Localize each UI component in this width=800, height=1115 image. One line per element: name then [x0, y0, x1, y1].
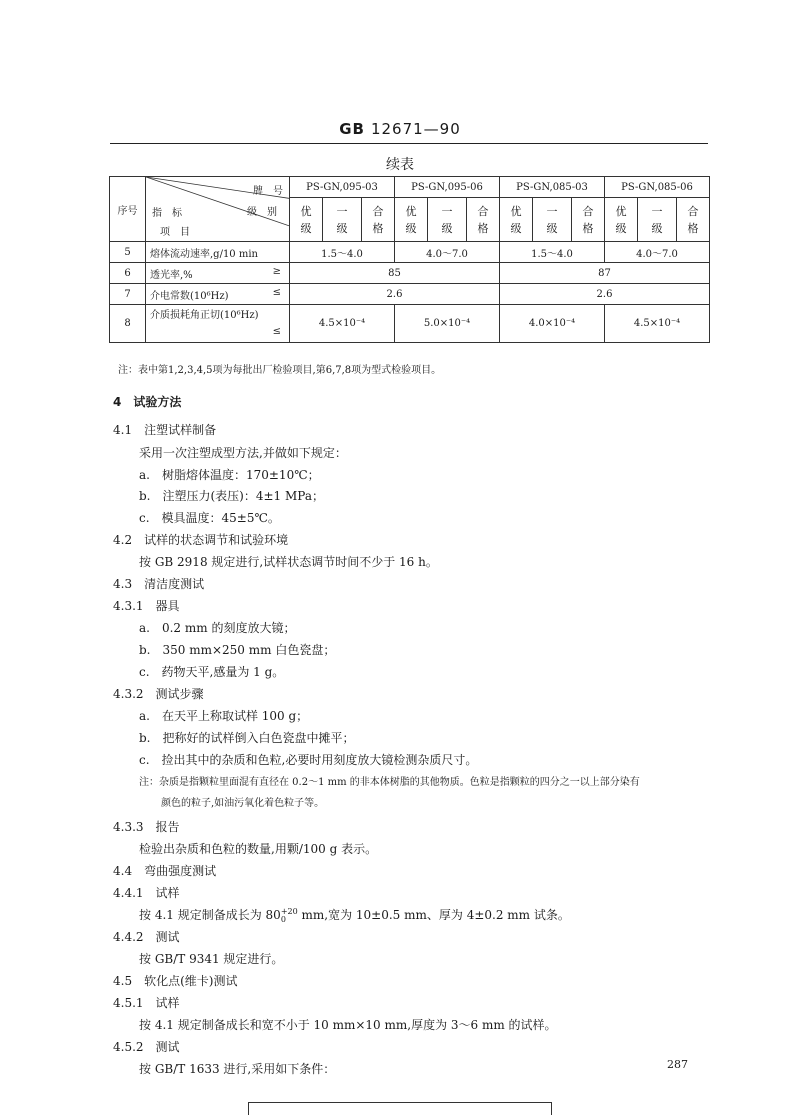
- row-operator: ≥: [272, 265, 281, 277]
- grade-char: 优: [615, 204, 627, 218]
- row-value: 4.0×10⁻⁴: [500, 305, 605, 343]
- row-item: 透光率,%: [150, 269, 193, 281]
- diagonal-header-cell: [146, 177, 290, 242]
- grade-char: 级: [651, 221, 663, 235]
- grade-char: 格: [582, 221, 594, 235]
- note-line: 注：杂质是指颗粒里面混有直径在 0.2～1 mm 的非本体树脂的其他物质。色粒是指颗粒的四分之一以上部分染有: [139, 777, 640, 788]
- grade-char: 级: [300, 221, 312, 235]
- grade-char: 格: [477, 221, 489, 235]
- grade-char: 一: [546, 204, 558, 218]
- row-item-cell: [146, 284, 290, 305]
- grade-char: 优: [300, 204, 312, 218]
- item-label: 项 目: [160, 227, 190, 238]
- grade-header: [500, 198, 533, 242]
- row-value: 87: [500, 263, 710, 284]
- grade-header: [395, 198, 428, 242]
- grade-char: 级: [615, 221, 627, 235]
- paragraph: 采用一次注塑成型方法,并做如下规定：: [139, 446, 347, 460]
- grade-char: 一: [441, 204, 453, 218]
- paragraph: 按 GB 2918 规定进行,试样状态调节时间不少于 16 h。: [139, 555, 438, 569]
- grade-header: [572, 198, 605, 242]
- row-value: 4.5×10⁻⁴: [290, 305, 395, 343]
- tolerance: [281, 908, 298, 924]
- row-value: 85: [290, 263, 500, 284]
- list-item: b. 350 mm×250 mm 白色瓷盘；: [139, 643, 336, 657]
- paragraph: 按 4.1 规定制备成长和宽不小于 10 mm×10 mm,厚度为 3～6 mm 的试样。: [139, 1018, 557, 1032]
- row-item: 介质损耗角正切(10⁶Hz): [150, 309, 259, 321]
- grade-char: 优: [510, 204, 522, 218]
- list-item: a. 树脂熔体温度：170±10℃；: [139, 468, 320, 482]
- brand-header-2: PS-GN,095-06: [395, 177, 500, 198]
- row-item-cell: [146, 263, 290, 284]
- list-item: a. 在天平上称取试样 100 g；: [139, 709, 309, 723]
- grade-char: 格: [687, 221, 699, 235]
- row-operator: ≤: [272, 325, 281, 337]
- standard-header: [0, 120, 800, 138]
- grade-header: [428, 198, 467, 242]
- list-item: c. 药物天平,感量为 1 g。: [139, 665, 285, 679]
- table-row: [110, 305, 710, 343]
- standard-prefix: GB: [339, 120, 365, 138]
- table-note: 注：表中第1,2,3,4,5项为每批出厂检验项目,第6,7,8项为型式检验项目。: [118, 365, 442, 376]
- grade-char: 合: [477, 204, 489, 218]
- standard-number: 12671—90: [370, 120, 461, 138]
- tolerance-upper: +20: [280, 906, 298, 916]
- paragraph: 按 GB/T 1633 进行,采用如下条件：: [139, 1062, 336, 1076]
- grade-header: [290, 198, 323, 242]
- grade-header: [605, 198, 638, 242]
- paragraph: 检验出杂质和色粒的数量,用颗/100 g 表示。: [139, 842, 378, 856]
- section-4-5-2-heading: 4.5.2 测试: [113, 1040, 180, 1054]
- spec-table: [109, 176, 710, 343]
- grade-header: [467, 198, 500, 242]
- row-value: 1.5～4.0: [500, 242, 605, 263]
- grade-char: 级: [510, 221, 522, 235]
- grade-header: [362, 198, 395, 242]
- section-4-5-heading: 4.5 软化点(维卡)测试: [113, 974, 238, 988]
- grade-header: [323, 198, 362, 242]
- grade-char: 格: [372, 221, 384, 235]
- tolerance-lower: 0: [280, 914, 286, 924]
- row-value: 5.0×10⁻⁴: [395, 305, 500, 343]
- brand-label: 牌 号: [253, 186, 283, 197]
- row-value: 4.0～7.0: [395, 242, 500, 263]
- grade-header: [533, 198, 572, 242]
- grade-char: 级: [405, 221, 417, 235]
- dimension-text-pre: 按 4.1 规定制备成长为 80: [139, 908, 281, 922]
- list-item: b. 注塑压力(表压)：4±1 MPa；: [139, 489, 324, 503]
- section-4-3-3-heading: 4.3.3 报告: [113, 820, 180, 834]
- table-row: [110, 284, 710, 305]
- dimension-text-post: mm,宽为 10±0.5 mm、厚为 4±0.2 mm 试条。: [297, 908, 570, 922]
- section-4-3-heading: 4.3 清洁度测试: [113, 577, 205, 591]
- bottom-frame: [248, 1102, 552, 1115]
- grade-char: 级: [441, 221, 453, 235]
- section-4-2-heading: 4.2 试样的状态调节和试验环境: [113, 533, 289, 547]
- grade-char: 一: [336, 204, 348, 218]
- section-4-5-1-heading: 4.5.1 试样: [113, 996, 180, 1010]
- list-item: c. 捡出其中的杂质和色粒,必要时用刻度放大镜检测杂质尺寸。: [139, 753, 478, 767]
- grade-char: 一: [651, 204, 663, 218]
- section-4-4-2-heading: 4.4.2 测试: [113, 930, 180, 944]
- section-4-heading: 4 试验方法: [113, 395, 182, 409]
- grade-char: 级: [336, 221, 348, 235]
- list-item: b. 把称好的试样倒入白色瓷盘中摊平；: [139, 731, 355, 745]
- list-item: a. 0.2 mm 的刻度放大镜；: [139, 621, 296, 635]
- table-row: [110, 242, 710, 263]
- paragraph: 按 GB/T 9341 规定进行。: [139, 952, 284, 966]
- section-4-1-heading: 4.1 注塑试样制备: [113, 423, 217, 437]
- note-line: 颜色的粒子,如油污氧化着色粒子等。: [161, 798, 325, 809]
- row-operator: ≤: [272, 286, 281, 298]
- paragraph: [139, 906, 570, 924]
- grade-char: 合: [582, 204, 594, 218]
- grade-char: 合: [372, 204, 384, 218]
- grade-header: [677, 198, 710, 242]
- section-4-3-1-heading: 4.3.1 器具: [113, 599, 180, 613]
- section-4-4-heading: 4.4 弯曲强度测试: [113, 864, 217, 878]
- header-rule: [110, 143, 708, 144]
- table-row: [110, 263, 710, 284]
- section-4-3-2-heading: 4.3.2 测试步骤: [113, 687, 204, 701]
- row-number: 5: [110, 242, 146, 263]
- row-number: 8: [110, 305, 146, 343]
- seq-header: 序号: [110, 177, 146, 242]
- section-4-4-1-heading: 4.4.1 试样: [113, 886, 180, 900]
- row-value: 2.6: [500, 284, 710, 305]
- grade-char: 合: [687, 204, 699, 218]
- list-item: c. 模具温度：45±5℃。: [139, 511, 280, 525]
- continued-table-title: 续表: [386, 157, 414, 173]
- row-number: 7: [110, 284, 146, 305]
- row-item: 熔体流动速率,g/10 min: [146, 242, 290, 263]
- brand-header-1: PS-GN,095-03: [290, 177, 395, 198]
- row-value: 2.6: [290, 284, 500, 305]
- index-label: 指 标: [152, 208, 182, 219]
- grade-char: 优: [405, 204, 417, 218]
- row-item-cell: [146, 305, 290, 343]
- brand-header-4: PS-GN,085-06: [605, 177, 710, 198]
- row-value: 4.5×10⁻⁴: [605, 305, 710, 343]
- grade-header: [638, 198, 677, 242]
- grade-char: 级: [546, 221, 558, 235]
- row-number: 6: [110, 263, 146, 284]
- row-item: 介电常数(10⁶Hz): [150, 290, 229, 302]
- brand-header-3: PS-GN,085-03: [500, 177, 605, 198]
- grade-label: 级 别: [247, 207, 277, 218]
- row-value: 4.0～7.0: [605, 242, 710, 263]
- page-number: 287: [667, 1058, 688, 1071]
- row-value: 1.5～4.0: [290, 242, 395, 263]
